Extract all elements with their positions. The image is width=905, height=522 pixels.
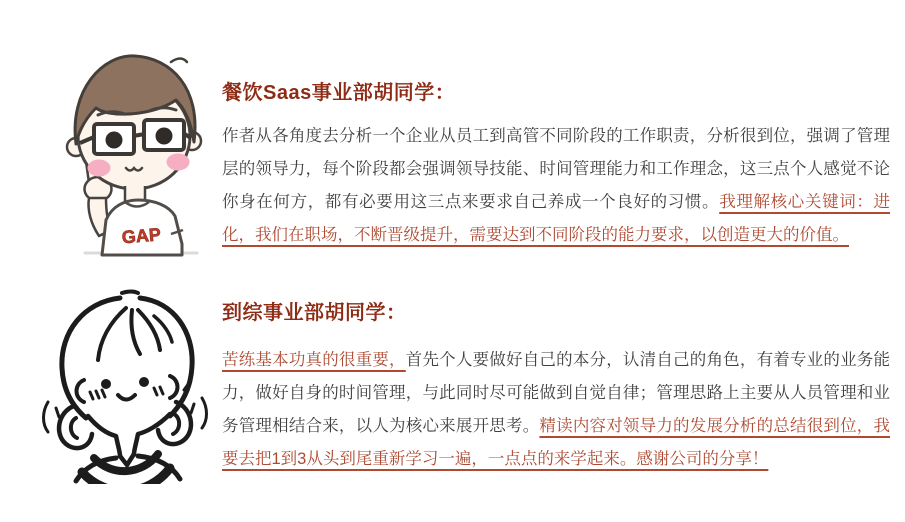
body-text: 作者从各角度去分析一个企业从员工到高管不同阶段的工作职责，分析很到位，强调了管理层的领导力，每个阶段都会强调领导技能、时间管理能力和工作理念，这三点个人感觉不论你身在何方，都有必要用这三点来要求自己养成一个良好的习惯。 [222, 127, 890, 211]
section-1-comment [222, 120, 890, 252]
gap-shirt-label: GAP [121, 224, 162, 248]
highlighted-text: 苦练基本功真的很重要， [222, 351, 406, 369]
girl-avatar-icon [36, 288, 214, 484]
section-2-comment [222, 344, 890, 476]
body-text: 首先个人要做好自己的本分，认清自己的角色，有着专业的业务能力，做好自身的时间管理，与此同时尽可能做到自觉自律；管理思路上主要从人员管理和业务管理相结合来，以人为核心来展开思考。 [222, 351, 891, 435]
highlighted-text: 精读内容对领导力的发展分析的总结很到位，我要去把1到3从头到尾重新学习一遍，一点点的来学起来。感谢公司的分享！ [222, 417, 891, 468]
girl-avatar [36, 288, 214, 484]
boy-avatar [55, 48, 205, 260]
highlighted-text: 我理解核心关键词：进化，我们在职场，不断晋级提升，需要达到不同阶段的能力要求，以创造更大的价值。 [222, 193, 891, 244]
boy-avatar-icon [55, 48, 205, 260]
section-1-title: 餐饮Saas事业部胡同学： [222, 82, 456, 104]
section-2-title: 到综事业部胡同学： [222, 302, 407, 324]
